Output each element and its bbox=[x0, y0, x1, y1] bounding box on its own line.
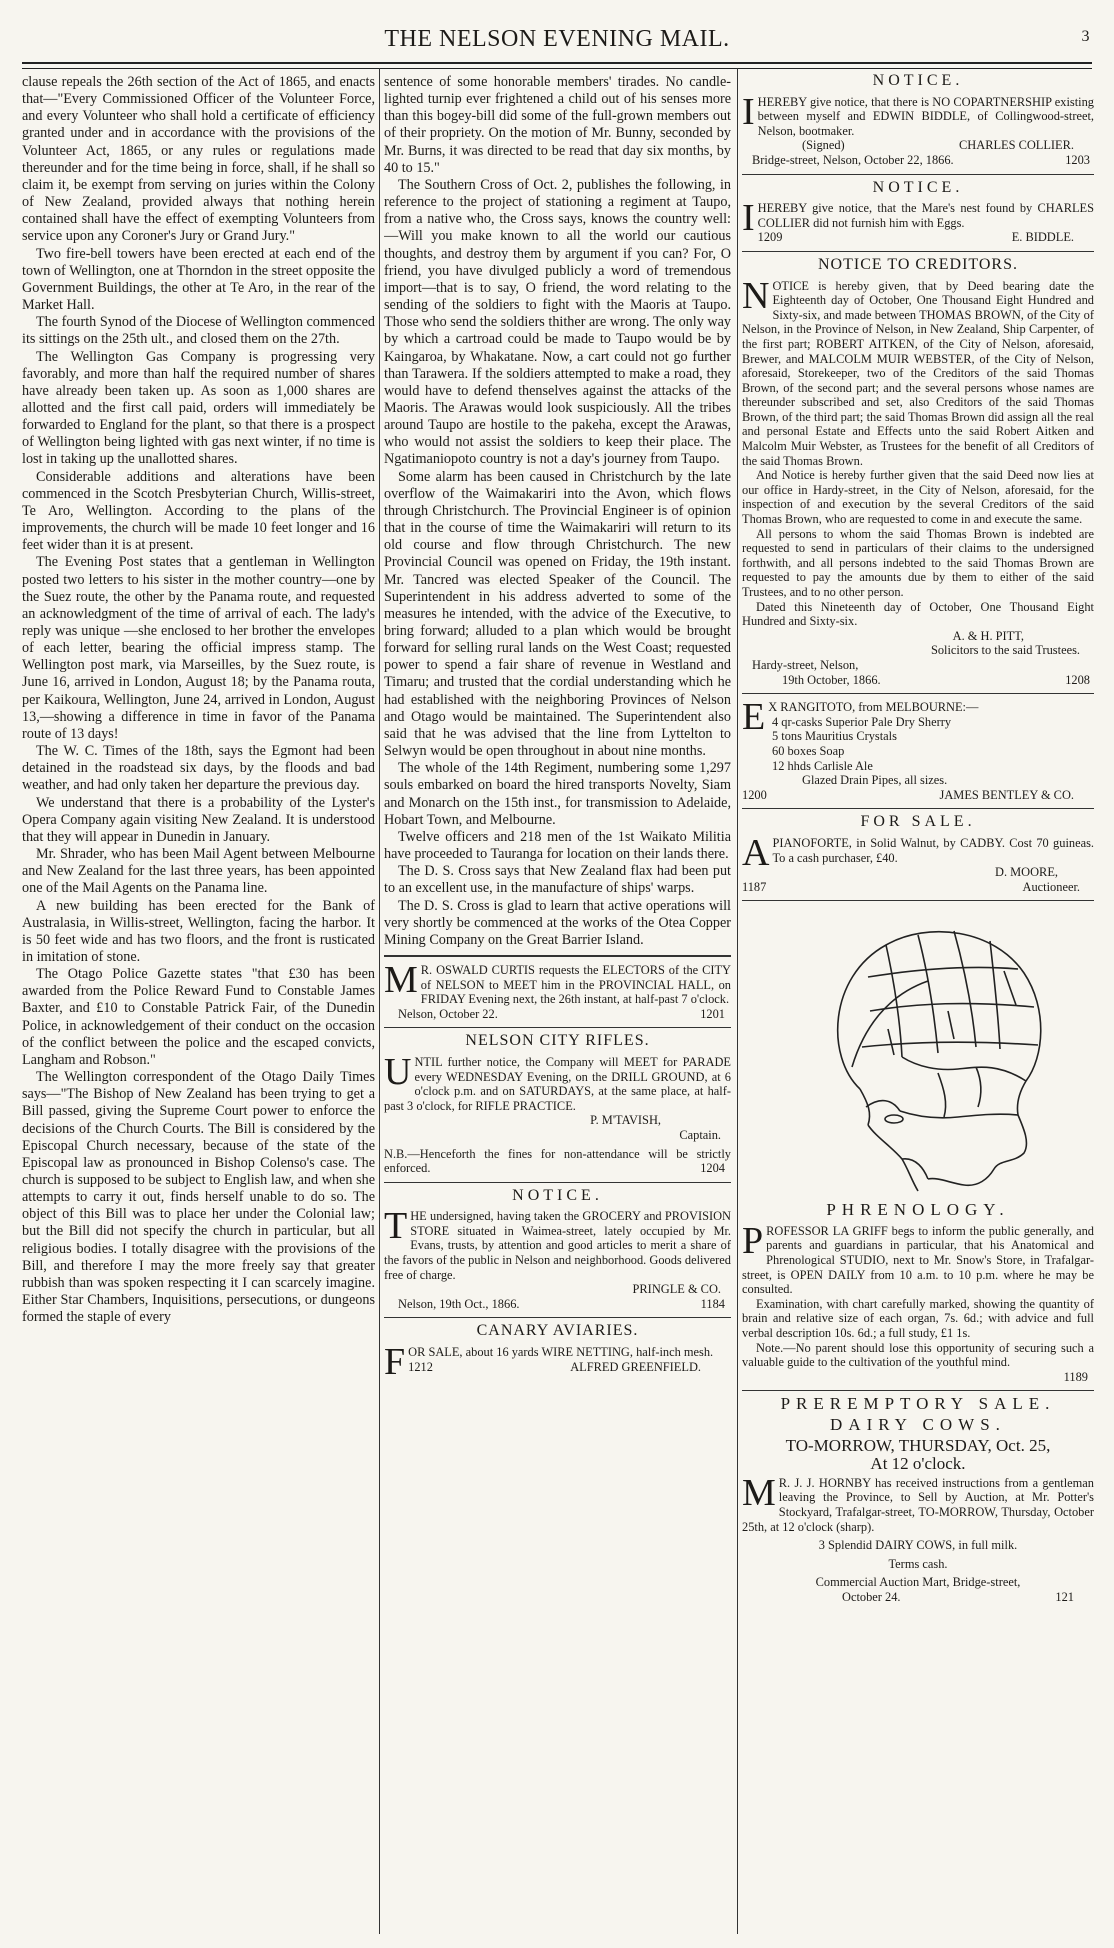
article-paragraph: The Evening Post states that a gentleman in Wellington posted two letters to his sister in the mother country—one by the Suez route, the other by the Panama route, and requested an acknowledgment of the time of arrival of each. The lady's reply was unique —she enclosed to her brother the envelopes of each letter, bearing the official impress stamp. The Wellington post mark, via Marseilles, by the Suez route, is June 16, arrived in London, August 18; by the Panama routa, per Kaikoura, Wellington, June 24, arrived in London, August 13,—showing a difference in time in favor of the Panama route of 13 days! bbox=[22, 554, 375, 742]
ad-divider bbox=[384, 1027, 731, 1028]
notice-collier bbox=[742, 74, 1094, 168]
ad-text: X RANGITOTO, from MELBOURNE:— bbox=[768, 700, 979, 715]
ad-paragraph: Dated this Nineteenth day of October, One Thousand Eight Hundred and Sixty-six. bbox=[742, 599, 1094, 629]
drop-cap: M bbox=[742, 1471, 776, 1514]
article-paragraph: Some alarm has been caused in Christchurch by the late overflow of the Waimakariri into the Avon, which flows through Christchurch. The Provincial Engineer is of opinion that in the course of time the Waimakariri will return to its old course and flow through Christchurch. The new Provincial Council was opened on Friday, the 19th instant. Mr. Tancred was elected Speaker of the Council. The Superintendent in his address adverted to some of the measures he intended, with the advice of the Executive, to bring forward; alluded to a plan which would be brought forward for selling rural lands on the West Coast; requested power to spend a fair share of revenue in Westland and Timaru; and trusted that the cordial understanding which he had established with the neighboring Provinces of Nelson and Otago would be maintained. The Superintendent also said that he was advised that the line from Lyttelton to Selwyn would be open throughout in about nine months. bbox=[384, 468, 731, 760]
ad-oswald-curtis bbox=[384, 958, 731, 1021]
ad-place-date: Nelson, 19th Oct., 1866. bbox=[398, 1296, 520, 1311]
ad-heading: NELSON CITY RIFLES. bbox=[465, 1032, 650, 1050]
ad-ref: 1187 bbox=[742, 879, 767, 894]
ad-address: Hardy-street, Nelson, bbox=[752, 657, 859, 672]
ad-heading: NOTICE. bbox=[872, 74, 964, 89]
sale-lot: 3 Splendid DAIRY COWS, in full milk. bbox=[818, 1538, 1018, 1553]
drop-cap: I bbox=[742, 90, 755, 133]
ad-phrenology bbox=[742, 1200, 1094, 1384]
sale-time: At 12 o'clock. bbox=[870, 1454, 966, 1474]
ad-preremptory-sale bbox=[742, 1394, 1094, 1604]
article-paragraph: Two fire-bell towers have been erected at each end of the town of Wellington, one at Thorndon in the street opposite the Government Buildings, the other at Te Aro, in the rear of the Market Hall. bbox=[22, 245, 375, 314]
sale-terms: Terms cash. bbox=[888, 1556, 948, 1571]
ad-text: ROFESSOR LA GRIFF begs to inform the public generally, and parents and guardians in particular, that his Anatomical and Phrenological STUDIO, next to Mr. Snow's Store, in Trafalgar-street, is OPEN DAILY from 10 a.m. to 10 p.m. where he may be consulted. bbox=[742, 1223, 1094, 1297]
list-item: 12 hhds Carlisle Ale bbox=[772, 758, 873, 773]
ad-place-date: Bridge-street, Nelson, October 22, 1866. bbox=[752, 152, 954, 167]
ad-divider bbox=[742, 808, 1094, 809]
ad-heading: PHRENOLOGY. bbox=[826, 1200, 1010, 1220]
ad-address: 19th October, 1866. bbox=[782, 672, 881, 687]
ad-heading: PREREMPTORY SALE. bbox=[780, 1394, 1056, 1414]
drop-cap: P bbox=[742, 1219, 764, 1262]
article-paragraph: The Wellington correspondent of the Otago Daily Times says—"The Bishop of New Zealand has been trying to get a Bill passed, giving the Supreme Court power to enforce the decisions of the Church Courts. The Bill is considered by the Episcopal Church necessary, because of the state of the Episcopal law as pronounced in Bishop Colenso's case. The church is supposed to be subject to English law, and when she attempts to carry it out, finds herself unable to do so. The object of this Bill was to place her under the Colonial law; but the Bill did not specify the church in particular, but all religious bodies. I totally disagree with the provisions of the Bill, and therefore I may the more freely say that greater rubbish than was spoken respecting it I can scarcely imagine. Either Star Chambers, Inquisitions, persecutions, or dungeons formed the staple of every bbox=[22, 1069, 375, 1326]
ad-divider bbox=[742, 1390, 1094, 1391]
ad-signature-title: Captain. bbox=[679, 1127, 721, 1142]
notice-to-creditors bbox=[742, 255, 1094, 687]
ad-ref: 1204 bbox=[700, 1161, 725, 1176]
masthead bbox=[20, 26, 1094, 62]
article-paragraph: Twelve officers and 218 men of the 1st Waikato Militia have proceeded to Tauranga for location on their lands there. bbox=[384, 828, 731, 863]
article-paragraph: The Southern Cross of Oct. 2, publishes the following, in reference to the project of stationing a regiment at Taupo, from a native who, the Cross says, knows the country well:—Will you make known to all the world our cautious thoughts, and destroy them by argument if you can? For, O friend, you have divulged publicly a word of tremendous import—that is to say, O friend, the word relating to the sending of the soldiers to fight with the Maoris at Taupo. Those who send the soldiers thither are wrong. The only way by which a cartroad could be made to Taupo would be by Kaingaroa, by Whakatane. Now, a cart could not go further than Tarawera. If the soldiers attempted to make a road, they would have to defend thenselves against the attacks of the Maoris. The Arawas would look suspiciously. All the tribes around Taupo are hostile to the pakeha, except the Arawas, who would not assist the soldiers to keep their place. The Ngatimaniopoto country is not a day's journey from Taupo. bbox=[384, 176, 731, 468]
article-paragraph: Mr. Shrader, who has been Mail Agent between Melbourne and New Zealand for the last three years, has been appointed one of the Mail Agents on the Panama line. bbox=[22, 846, 375, 897]
ad-signature: A. & H. PITT, bbox=[952, 628, 1024, 643]
column-2 bbox=[384, 74, 731, 1934]
ad-text: R. OSWALD CURTIS requests the ELECTORS of the CITY of NELSON to MEET him in the PROVINCIAL HALL, on FRIDAY Evening next, the 26th instant, at half-past 7 o'clock. bbox=[420, 962, 731, 1007]
ad-heading: NOTICE. bbox=[512, 1186, 603, 1204]
ad-text: NTIL further notice, the Company will MEET for PARADE every WEDNESDAY Evening, on the DRILL GROUND, at 6 o'clock p.m. and on SATURDAYS, at the same place, at half-past 3 o'clock, for RIFLE PRACTICE. bbox=[384, 1054, 731, 1113]
article-paragraph: The Otago Police Gazette states "that £30 has been awarded from the Police Reward Fund to Constable James Baxter, and £10 to Constable Patrick Fair, of the Dunedin Police, in acknowledgement of their conduct on the occasion of the conflict between the police and the escaped convicts, Langham and Robson." bbox=[22, 966, 375, 1068]
ad-nb: N.B.—Henceforth the fines for non-attendance will be strictly enforced. bbox=[384, 1146, 731, 1176]
drop-cap: T bbox=[384, 1205, 408, 1248]
article-paragraph: clause repeals the 26th section of the Act of 1865, and enacts that—"Every Commissioned Officer of the Volunteer Force, and every Volunteer who shall hold a certificate of efficiency granted under and in accordance with the provisions of the Volunteer Act, 1865, or any rules or regulations made thereunder and for the time being in force, shall, if he shall so claim it, be exempt from serving on juries within the Colony of New Zealand, provided always that nothing herein contained shall have the effect of exempting Volunteers from service upon any Coroner's Jury or Grand Jury." bbox=[22, 74, 375, 245]
ad-signature: PRINGLE & CO. bbox=[632, 1282, 721, 1297]
ad-text: HE undersigned, having taken the GROCERY and PROVISION STORE situated in Waimea-street, lately occupied by Mr. Evans, trusts, by attention and good articles to merit a share of the favors of the public in Nelson and neighborhood. Goods delivered free of charge. bbox=[384, 1209, 731, 1282]
article-paragraph: The W. C. Times of the 18th, says the Egmont had been detained in the roadstead six days, by the floods and bad weather, and had only taken her departure the previous day. bbox=[22, 743, 375, 794]
ad-signature-title: Solicitors to the said Trustees. bbox=[930, 643, 1080, 658]
drop-cap: I bbox=[742, 197, 755, 240]
article-paragraph: A new building has been erected for the Bank of Australasia, in Willis-street, Wellington, facing the harbor. It is 50 feet wide and has two floors, and the front is rusticated in imitation of stone. bbox=[22, 897, 375, 965]
ad-heading: FOR SALE. bbox=[860, 813, 976, 831]
ad-paragraph: Note.—No parent should lose this opportunity of securing such a valuable guide to the cultivation of the youthful mind. bbox=[742, 1340, 1094, 1370]
article-paragraph: The D. S. Cross says that New Zealand flax had been put to an excellent use, in the manufacture of ships' warps. bbox=[384, 863, 731, 897]
ad-ref: 1212 bbox=[408, 1359, 433, 1374]
ad-heading: NOTICE TO CREDITORS. bbox=[817, 255, 1018, 273]
column-3 bbox=[742, 74, 1094, 1934]
ad-signature-title: Auctioneer. bbox=[1022, 879, 1080, 894]
ad-for-sale-piano bbox=[742, 815, 1094, 894]
ad-divider bbox=[384, 955, 731, 957]
ad-place-date: Nelson, October 22. bbox=[398, 1006, 498, 1021]
ad-paragraph: Examination, with chart carefully marked, showing the quantity of brain and relative size of each organ, 7s. 6d.; with advice and full verbal description 10s. 6d.; a full study, £1 1s. bbox=[742, 1296, 1094, 1341]
list-item: 4 qr-casks Superior Pale Dry Sherry bbox=[772, 714, 952, 729]
ad-text: OR SALE, about 16 yards WIRE NETTING, half-inch mesh. bbox=[408, 1345, 714, 1360]
ad-signature: CHARLES COLLIER. bbox=[959, 138, 1074, 153]
column-1 bbox=[22, 74, 375, 1934]
article-paragraph: The D. S. Cross is glad to learn that active operations will very shortly be commenced at the works of the Otea Copper Mining Company on the Great Barrier Island. bbox=[384, 897, 731, 948]
ad-divider bbox=[742, 900, 1094, 901]
notice-biddle bbox=[742, 178, 1094, 245]
ad-signed-label: (Signed) bbox=[802, 138, 845, 153]
ad-paragraph: All persons to whom the said Thomas Brown is indebted are requested to send in particulars of their claims to the undersigned forthwith, and all persons indebted to the said Thomas Brown are requested to pay the amounts due by them to either of the said Trustees, and to no other person. bbox=[742, 526, 1094, 599]
sale-date: TO-MORROW, THURSDAY, Oct. 25, bbox=[785, 1435, 1051, 1455]
ad-text: PIANOFORTE, in Solid Walnut, by CADBY. Cost 70 guineas. To a cash purchaser, £40. bbox=[772, 835, 1094, 865]
ad-ref: 1189 bbox=[1063, 1369, 1088, 1384]
ad-signature: D. MOORE, bbox=[995, 865, 1058, 880]
ad-grocery-notice bbox=[384, 1186, 731, 1312]
sale-mart-date: October 24. bbox=[842, 1589, 901, 1604]
list-item: 5 tons Mauritius Crystals bbox=[772, 729, 897, 744]
article-paragraph: We understand that there is a probability of the Lyster's Opera Company again visiting New Zealand. It is understood that they will appear in Dunedin in January. bbox=[22, 794, 375, 845]
ad-divider bbox=[384, 1317, 731, 1318]
ad-subheading: DAIRY COWS. bbox=[830, 1415, 1006, 1434]
ad-text: HEREBY give notice, that there is NO COPARTNERSHIP existing between myself and EDWIN BIDDLE, of Collingwood-street, Nelson, bootmaker. bbox=[757, 94, 1094, 138]
phrenology-head-illustration bbox=[768, 907, 1068, 1197]
ad-ref: 1184 bbox=[700, 1296, 725, 1311]
list-item: Glazed Drain Pipes, all sizes. bbox=[802, 773, 948, 788]
drop-cap: M bbox=[384, 958, 418, 1001]
ad-paragraph: And Notice is hereby further given that the said Deed now lies at our office in Hardy-street, in the City of Nelson, aforesaid, for the inspection of and execution by the several Creditors of the said Thomas Brown, who are requested to come in and execute the same. bbox=[742, 468, 1094, 527]
ad-divider bbox=[742, 174, 1094, 175]
masthead-rule bbox=[22, 62, 1092, 69]
article-paragraph: The whole of the 14th Regiment, numbering some 1,297 souls embarked on board the hired transports Novelty, Siam and Monarch on the 15th inst., for transmission to Adelaide, Hobart Town, and Melbourne. bbox=[384, 760, 731, 828]
ad-rangitoto bbox=[742, 696, 1094, 802]
ad-ref: 1201 bbox=[700, 1006, 725, 1021]
ad-signature: JAMES BENTLEY & CO. bbox=[939, 787, 1074, 802]
article-paragraph: Considerable additions and alterations have been commenced in the Scotch Presbyterian Church, Willis-street, Te Aro, Wellington. According to the plans of the improvements, the church will be made 10 feet longer and 16 feet wider than it is at present. bbox=[22, 468, 375, 554]
ad-canary-aviaries bbox=[384, 1322, 731, 1384]
article-paragraph: The Wellington Gas Company is progressing very favorably, and more than half the required number of shares have already been taken up. As soon as 1,000 shares are allotted and the first call paid, orders will immediately be forwarded to England for the plant, so that there is a prospect of Wellington being lighted with gas next winter, if no time is lost in taking up the unallotted shares. bbox=[22, 348, 375, 468]
ad-ref: 121 bbox=[1055, 1589, 1074, 1604]
list-item: 60 boxes Soap bbox=[772, 743, 845, 758]
ad-nelson-city-rifles bbox=[384, 1034, 731, 1175]
page-number: 3 bbox=[1081, 28, 1090, 45]
ad-ref: 1203 bbox=[1065, 152, 1090, 167]
ad-signature: P. M'TAVISH, bbox=[590, 1113, 661, 1128]
ad-text: R. J. J. HORNBY has received instructions from a gentleman leaving the Province, to Sell by Auction, at Mr. Potter's Stockyard, Trafalgar-street, TO-MORROW, Thursday, October 25th, at 12 o'clock (sharp). bbox=[742, 1475, 1094, 1534]
ad-signature: E. BIDDLE. bbox=[1011, 230, 1074, 245]
ad-divider bbox=[742, 251, 1094, 252]
ad-text: OTICE is hereby given, that by Deed bearing date the Eighteenth day of October, One Thousand Eight Hundred and Sixty-six, and made between THOMAS BROWN, of the City of Nelson, in the Province of Nelson, in New Zealand, Ship Carpenter, of the first part; ROBERT AITKEN, of the City of Nelson, aforesaid, Brewer, and MALCOLM MUIR WEBSTER, of the City of Nelson, aforesaid, Storekeeper, two of the Creditors of the said Thomas Brown, of the second part; and the several persons whose names are thereunder subscribed and set, also Creditors of the said Thomas Brown, of the third part; the said Thomas Brown did assign all the real and personal Estate and Effects unto the said Robert Aitken and Malcolm Muir Webster, as Trustees for the benefit of all Creditors of the said Thomas Brown. bbox=[742, 278, 1094, 468]
article-paragraph: sentence of some honorable members' tirades. No candle-lighted turnip ever frightened a child out of his senses more than this bogey-bill did some of the full-grown members out of their propriety. On the motion of Mr. Bunny, seconded by Mr. Burns, it was directed to be read that day six months, by 40 to 15." bbox=[384, 74, 731, 176]
drop-cap: E bbox=[742, 696, 766, 739]
column-divider bbox=[737, 68, 738, 1934]
ad-heading: CANARY AVIARIES. bbox=[476, 1322, 639, 1340]
ad-signature: ALFRED GREENFIELD. bbox=[570, 1359, 701, 1374]
drop-cap: N bbox=[742, 274, 770, 317]
ad-ref: 1208 bbox=[1065, 672, 1090, 687]
ad-divider bbox=[742, 693, 1094, 694]
drop-cap: U bbox=[384, 1050, 412, 1093]
article-paragraph: The fourth Synod of the Diocese of Wellington commenced its sittings on the 25th ult., and closed them on the 27th. bbox=[22, 314, 375, 348]
newspaper-title: THE NELSON EVENING MAIL. bbox=[384, 26, 730, 52]
ad-divider bbox=[384, 1182, 731, 1183]
ad-heading: NOTICE. bbox=[872, 178, 964, 196]
drop-cap: F bbox=[384, 1341, 406, 1384]
ad-ref: 1200 bbox=[742, 787, 767, 802]
drop-cap: A bbox=[742, 831, 770, 874]
sale-mart: Commercial Auction Mart, Bridge-street, bbox=[815, 1575, 1021, 1590]
column-divider bbox=[379, 68, 380, 1934]
ad-text: HEREBY give notice, that the Mare's nest found by CHARLES COLLIER did not furnish him with Eggs. bbox=[757, 201, 1094, 230]
ad-ref: 1209 bbox=[757, 230, 783, 245]
